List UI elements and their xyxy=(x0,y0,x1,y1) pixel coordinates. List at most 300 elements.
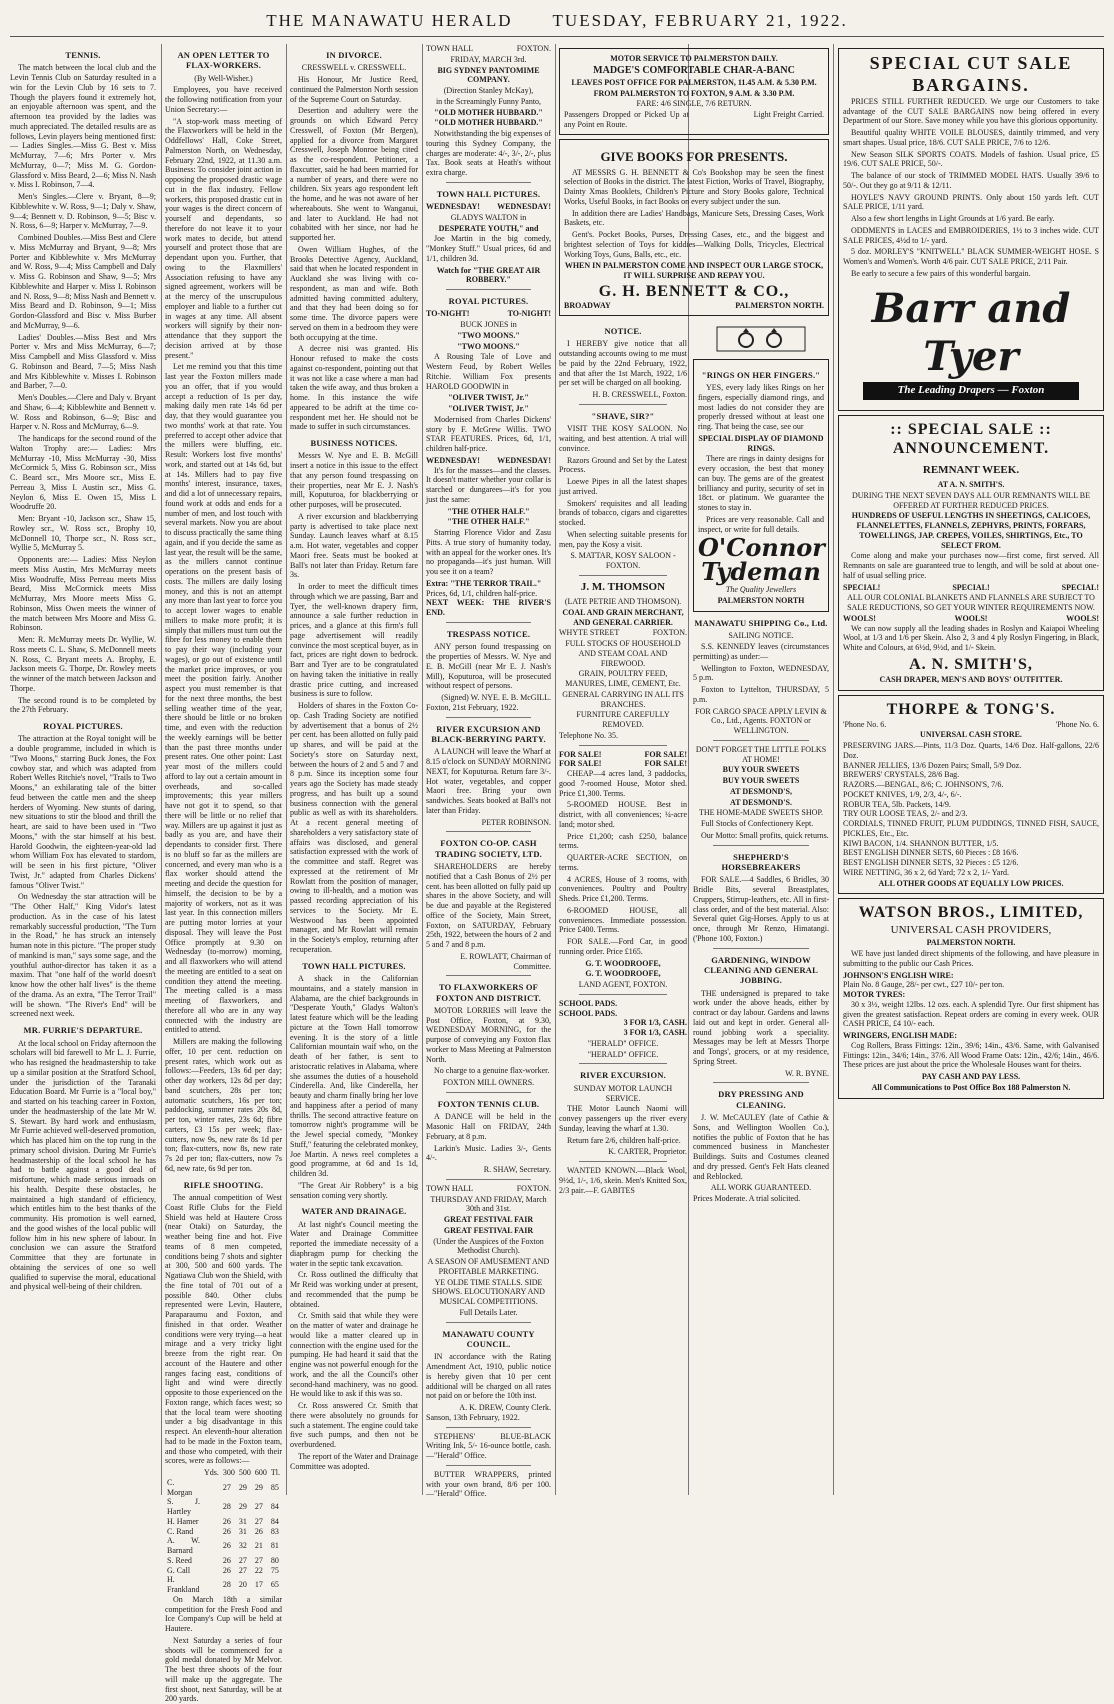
furrie-paragraph: At the local school on Friday afternoon the scholars will bid farewell to Mr L. J. Furrie, who has resigned the headmastership to take up a similar position at the Stratford School, under the jurisdiction of the Taranaki Education Board. Mr Furrie is a "local boy," and started on his teaching career in Foxton, under the headmastership of the late Mr W. S. Stewart. By hard work and enthusiasm, Mr Furrie achieved well-deserved promotion, which has placed him on the top rung in the primary school division. During Mr Furrie's headmastership of the local school he has had to battle against a good deal of misfortune, which made serious inroads on his health. Despite these obstacles, he maintained a high standard of efficiency, which entitles him to the best thanks of the community. His promotion is well earned, and the good wishes of the local public will follow him in his new sphere of labour. In conclusion we can assure the Stratford Committee that they are fortunate in obtaining the services of one so well qualified to supervise the moral, educational and physical well-being of their children. xyxy=(10,1038,156,1292)
royal-paragraph: On Wednesday the star attraction will be "The Other Half," King Vidor's latest production. As in the case of his latest remarkably successful production, "The Turn in the Road," he has struck an intensely human note in this picture. "The proper study of mankind is man," says some sage, and the youthful author-director has taken it as a maxim. That "one half of the world doesn't know how the other half lives" is the theme of the drama. As an extra, "The Terror Trail" will be shown. "The River's End" will be screened next week. xyxy=(10,892,156,1019)
table-cell xyxy=(202,1536,221,1556)
ad-text: SPECIAL! xyxy=(952,582,990,592)
rifle-paragraph: The annual competition of West Coast Rifle Clubs for the Field Shield was held at Hautere Cross (near Otaki) on Saturday, the weather being fine and hot. Five teams of 8 men competed, conditions being 7 shots and sighter at 300, 500 and 600 yards. The Ngatiawa Club won the Shield, with the fine total of 701 out of a possible 840. Other clubs represented were Levin, Hautere, Paraparaumu and Foxton, and finished in that order. Weather conditions were very trying—a heat mirage and a very tricky light breeze from the right rear. On account of the Hautere and other ranges facing east, conditions of light and wind were directly opposite to those experienced on the Foxton range, which faces west; so that the local team were shooting under a big disadvantage in this respect. An eleventh-hour alteration had to be made in the Foxton team, and those who competed, with their scores, were as follows:— xyxy=(165,1193,282,1466)
ad-text: WOOLS! xyxy=(1066,613,1099,623)
ad-next: NEXT WEEK: THE RIVER'S END. xyxy=(426,598,551,618)
ad-text: Plain No. 8 Gauge, 28/- per cwt., £27 10/- per ton. xyxy=(843,980,1005,990)
ad-text: FOR SALE! xyxy=(644,759,687,769)
table-cell: 27 xyxy=(238,1555,247,1565)
ad-heading: WATSON BROS., LIMITED, xyxy=(858,904,1084,922)
table-cell: 28 xyxy=(222,1502,231,1512)
list-item: RAZORS.—BENGAL, 8/6; C. JOHNSON'S, 7/6. xyxy=(843,780,1004,790)
furrie-heading: MR. FURRIE'S DEPARTURE. xyxy=(23,1025,143,1036)
ad-text: BUTTER WRAPPERS, printed with your own brand, 8/6 per 100.—"Herald" Office. xyxy=(426,1469,551,1499)
ad-text: In addition there are Ladies' Handbags, Manicure Sets, Dressing Cases, Work Baskets, etc. xyxy=(564,208,824,228)
divider xyxy=(446,1179,531,1180)
ad-day: WEDNESDAY! xyxy=(426,202,480,212)
table-cell: 80 xyxy=(270,1555,279,1565)
ad-place: FOXTON. xyxy=(516,1183,551,1193)
open-letter-byline: (By Well-Wisher.) xyxy=(194,73,253,83)
ad-signature: W. R. BYNE. xyxy=(785,1068,829,1078)
business-paragraph: A river excursion and blackberrying party is advertised to take place next Sunday. Launch leaves wharf at 8.15 a.m. Hot water, vegetables and copper Maori free. Seats must be booked at Ball's not later than Friday. Return fare 3s. xyxy=(290,511,418,580)
ad-text: FOR SALE.—4 Saddles, 6 Bridles, 30 Bridle Bits, several Breastplates, Cruppers, Stirrup-leathers, etc. All in first-class order, and of the best material. Also: Several quiet Gig-Horses. Apply to us at once, through Mr Renzo, Himatangi. ('Phone 100, Foxton.) xyxy=(693,875,829,943)
ad-text: 'Phone No. 6. xyxy=(1055,719,1099,729)
ad-heading: ANNOUNCEMENT. xyxy=(892,440,1050,458)
rifle-paragraph: On March 18th a similar competition for the Fresh Food and Ice Company's Cup will be held at Hautere. xyxy=(165,1594,282,1634)
divider xyxy=(579,575,667,576)
royal-pictures-heading: ROYAL PICTURES. xyxy=(43,721,123,732)
ad-row xyxy=(843,720,1099,730)
ad-heading: "RINGS ON HER FINGERS." xyxy=(701,369,821,380)
ad-text: THE HOME-MADE SWEETS SHOP. xyxy=(699,808,823,818)
ad-signature: FOXTON MILL OWNERS. xyxy=(442,1078,535,1088)
table-row xyxy=(165,1517,282,1527)
ad-text: A SEASON OF AMUSEMENT AND PROFITABLE MARKETING. xyxy=(427,1257,550,1276)
table-cell: 21 xyxy=(254,1541,263,1551)
rifle-paragraph: Next Saturday a series of four shoots will be commenced for a gold medal donated by Mr Melvor. The best three shoots of the four will make up the aggregate. The first shoot, next Saturday, will be at 200 yards. xyxy=(165,1635,282,1704)
ad-fare: FARE: 4/6 SINGLE, 7/6 RETURN. xyxy=(636,99,752,109)
ad-text: THE Motor Launch Naomi will convey passengers up the river every Sunday, leaving the wharf at 1.30. xyxy=(559,1104,687,1133)
business-paragraph: In order to meet the difficult times through which we are passing, Barr and Tyer, the well-known drapery firm, announce a sale further reduction in prices, and a glance at this firm's full page advertisement will readily convince the most sceptical buyer, as in fact, prices are right down to bedrock. Barr and Tyer are to be congratulated on having taken the initiative in really drastic price cutting, and increased business is sure to follow. xyxy=(290,582,418,699)
table-cell: 26 xyxy=(222,1555,231,1565)
ad-heading: BARGAINS. xyxy=(912,74,1030,95)
ad-text: FROM PALMERSTON TO FOXTON, 9 A.M. & 3.30 P.M. xyxy=(593,88,795,98)
column-7 xyxy=(838,44,1104,1495)
tennis-paragraph: Ladies' Doubles.—Miss Best and Mrs Porter v. Mrs and Miss McMurray, 6—7; Miss Campbell and Miss Glassford v. Miss G. Robinson and Beard, 7—5; Miss Nash and Mrs Kibblewhite v. Misses I. Robinson and Barber, 7—0. xyxy=(10,332,156,391)
ad-text: FOR SALE! xyxy=(559,759,602,769)
ad-film: "TWO MOONS." xyxy=(457,330,520,340)
ad-text: Return fare 2/6, children half-price. xyxy=(567,1135,681,1145)
table-cell: 600 xyxy=(254,1468,267,1478)
ad-text: FOR SALE.—Ford Car, in good running order. Price £165. xyxy=(559,937,687,956)
rings-icon xyxy=(693,326,829,355)
tennis-club-heading: FOXTON TENNIS CLUB. xyxy=(437,1098,540,1109)
tennis-heading: TENNIS. xyxy=(65,50,101,60)
ad-star: BUCK JONES in xyxy=(460,320,517,330)
column-5-6 xyxy=(559,44,829,1495)
ad-panto: "OLD MOTHER HUBBARD." xyxy=(434,107,543,117)
ad-text: FULL STOCKS OF HOUSEHOLD AND STEAM COAL AND FIREWOOD. xyxy=(565,639,681,668)
issue-date: TUESDAY, FEBRUARY 21, 1922. xyxy=(552,11,848,30)
ad-day: TO-NIGHT! xyxy=(507,309,551,319)
divider xyxy=(446,717,531,718)
table-cell: G. Call xyxy=(167,1565,191,1575)
ad-text: 5-ROOMED HOUSE. Best in district, with all conveniences; ¼-acre land; motor shed. xyxy=(559,800,687,829)
list-item: BANNER JELLIES, 13/6 Dozen Pairs; Small, 5/9 Doz. xyxy=(843,760,1022,770)
ad-panto: "OLD MOTHER HUBBARD." xyxy=(434,118,543,128)
ad-text: DURING THE NEXT SEVEN DAYS ALL OUR REMNANTS WILL BE OFFERED AT FURTHER REDUCED PRICES. xyxy=(852,490,1090,510)
ad-days xyxy=(426,309,551,319)
ad-text: 30 x 3½, weight 12lbs. 12 ozs. each. A splendid Tyre. Our first shipment has given the greatest satisfaction. Repeat orders are coming in every week. OUR CASH PRICE, £4 10/- each. xyxy=(843,999,1099,1029)
water-drainage-heading: WATER AND DRAINAGE. xyxy=(301,1206,407,1217)
divider xyxy=(713,740,809,741)
ad-text: It's for the masses—and the classes. It doesn't matter whether your collar is starched or dungarees—it's for you just the same: xyxy=(426,465,551,504)
ad-text: 6-ROOMED HOUSE, all conveniences. Immediate possession. Price £400. Terms. xyxy=(559,905,687,935)
column-4 xyxy=(426,44,551,1499)
ad-signature: G. T. WOODROOFE, xyxy=(585,969,661,979)
ad-text: ALL WORK GUARANTEED. xyxy=(710,1183,812,1193)
ad-film: "TWO MOONS." xyxy=(457,341,520,351)
ad-signature: PETER ROBINSON. xyxy=(481,817,551,827)
column-rule xyxy=(422,44,423,1495)
ad-text: A DANCE will be held in the Masonic Hall on FRIDAY, 24th February, at 8 p.m. xyxy=(426,1112,551,1141)
water-paragraph: Cr. Ross outlined the difficulty that Mr Reid was working under at present, and recommended that the pump be obtained. xyxy=(290,1270,418,1309)
ad-prices: Prices, 6d, 1/1, children half-price. xyxy=(426,588,538,598)
ad-text: S.S. KENNEDY leaves (circumstances permitting) as under:— xyxy=(693,642,829,661)
table-cell: A. W. Barnard xyxy=(167,1536,200,1556)
column-3 xyxy=(290,44,418,1495)
column-rule xyxy=(286,44,287,1495)
town-hall-ad-header xyxy=(426,44,551,54)
divider xyxy=(446,289,531,290)
ad-signature: E. ROWLATT, Chairman of Committee. xyxy=(460,951,551,971)
ad-text: Joe Martin in the big comedy, "Monkey Stuff." Usual prices, 6d and 1/1, children 3d. xyxy=(426,234,551,263)
ad-presents: in the Screamingly Funny Panto, xyxy=(435,96,542,106)
column-rule xyxy=(833,44,834,1495)
ad-text: LEAVES POST OFFICE FOR PALMERSTON, 11.45 A.M. & 5.30 P.M. xyxy=(571,77,817,87)
divider xyxy=(446,1322,531,1323)
ad-text: WOOLS! xyxy=(954,613,988,623)
table-cell: 26 xyxy=(222,1541,231,1551)
logo-text: O'Connor xyxy=(698,533,825,563)
motor-service-ad xyxy=(559,48,829,135)
ad-text: 4 ACRES, House of 3 rooms, with conveniences. Poultry and Poultry Sheds. Price £1,200. Terms. xyxy=(559,874,687,904)
ad-address xyxy=(564,301,824,311)
tennis-paragraph: Men: Bryant -10, Jackson scr., Shaw 15, Rowley scr., W. Ross scr., Brophy 10, McDonnell 10, Thorpe scr., N. Ross scr., Wyllie 5, McMurray 5. xyxy=(10,514,156,553)
ad-day: WEDNESDAY! xyxy=(497,202,551,212)
list-item: 5 doz. MORLEY'S "KNITWELL" BLACK SUMMER-WEIGHT HOSE. S Women's and Women's. Worth 4/6 pair. CUT SALE PRICE, 2/11 Pair. xyxy=(843,247,1099,267)
ad-name: MADGE'S COMFORTABLE CHAR-A-BANC xyxy=(593,64,795,76)
table-cell: C. Morgan xyxy=(167,1477,193,1497)
table-cell: 83 xyxy=(270,1526,279,1536)
ad-subheading: REMNANT WEEK. xyxy=(922,463,1020,476)
divorce-heading: IN DIVORCE. xyxy=(326,50,382,60)
table-cell: 27 xyxy=(254,1516,263,1526)
table-cell: 300 xyxy=(222,1468,235,1478)
trespass-heading: TRESPASS NOTICE. xyxy=(446,628,531,639)
ad-text: AT MESSRS G. H. BENNETT & Co's Bookshop may be seen the finest selection of Books in the district. The latest Fiction, Works of Travel, Biography, Dainty Xmas Booklets, Children's Picture and Story Books galore, Technical Works, Useful Books, in fact Books on every subject under the sun. xyxy=(564,167,824,206)
table-cell: 84 xyxy=(270,1516,279,1526)
tennis-paragraph: Men: R. McMurray meets Dr. Wyllie, W. Ross meets C. L. Shaw, S. McDonnell meets N. Ross, C. Bryant meets A. Brophy, E. Jackson meets G. Thorpe, Dr. Rowley meets the winner of the match between Jackson and Thorpe. xyxy=(10,635,156,693)
logo-text: Tydeman xyxy=(701,557,821,587)
ad-subheading: UNIVERSAL CASH PROVIDERS, xyxy=(890,923,1052,936)
tennis-paragraph: The match between the local club and the Levin Tennis Club on Saturday resulted in a win for the Levin Club by 16 sets to 7. Though the players found it extremely hot, an enjoyable afternoon was spent, and the afternoon tea provided by the ladies was much appreciated. The detailed results are as follows, Levin players being mentioned first:— Ladies Singles.—Miss G. Best v. Miss McMurray, 7—6; Mrs Porter v. Mrs McMurray, 0—7; Miss M. G. Gordon-Glassford v. Miss Beard, 2—6; Miss N. Nash v. Miss I. Robinson, 7—4. xyxy=(10,63,156,190)
ad-text: AT DESMOND'S. xyxy=(730,797,792,807)
list-item: TRY OUR LOOSE TEAS, 2/- and 2/3. xyxy=(843,809,968,819)
divorce-paragraph: Desertion and adultery were the grounds on which Edward Percy Cresswell, of Foxton (Mr Bergen), applied for a divorce from Margaret Cresswell, Joseph Monroe being cited as the co-respondent. Petitioner, a flaxcutter, said he had been married for a number of years, and there were no children. Six years ago respondent left the home, and he was not aware of her whereabouts. She went to Wanganui, and later to Auckland. He had not cohabited with her since, nor had he supported her. xyxy=(290,106,418,243)
ad-date: Sanson, 13th February, 1922. xyxy=(426,1412,520,1422)
list-item: WIRE NETTING, 36 x 2, 6d Yard; 72 x 2, 1/- Yard. xyxy=(843,867,1009,877)
cut-sale-ad xyxy=(838,48,1104,411)
ad-text: SAILING NOTICE. xyxy=(728,631,794,641)
table-cell: Yds. xyxy=(204,1468,219,1478)
ad-text: IN accordance with the Rating Amendment Act, 1910, public notice is hereby given that 10 per cent additional will be charged on all rates not paid on or before the 10th inst. xyxy=(426,1352,551,1401)
divorce-paragraph: Owen William Hughes, of the Brooks Detective Agency, Auckland, said that when he located respondent in Auckland she was living with co-respondent, as man and wife. Both admitted having committed adultery, and that they had been doing so for some time. The divorce papers were served on them in a bedroom they were both occupying at the time. xyxy=(290,244,418,342)
ad-text: SPECIAL! xyxy=(843,582,881,592)
table-cell: 84 xyxy=(270,1502,279,1512)
oconnor-tydeman-logo xyxy=(698,533,825,587)
ad-text: SCHOOL PADS. xyxy=(559,1008,618,1018)
tennis-paragraph: The second round is to be completed by the 27th February. xyxy=(10,695,156,715)
ad-text: BUY YOUR SWEETS xyxy=(722,765,800,775)
ad-text: FURNITURE CAREFULLY REMOVED. xyxy=(576,710,670,730)
ad-direction: (Direction Stanley McKay), xyxy=(443,86,534,95)
water-paragraph: At last night's Council meeting the Water and Drainage Committee reported the immediate necessity of a diaphragm pump for checking the water in the septic tank excavation. xyxy=(290,1219,418,1268)
table-cell xyxy=(202,1566,221,1576)
ad-text: MOTOR LORRIES will leave the Post Office, Foxton, at 9.30, WEDNESDAY MORNING, for the purpose of conveying any Foxton flax worker to Mass Meeting at Palmerston North. xyxy=(426,1005,551,1064)
divorce-subheading: CRESSWELL v. CRESSWELL. xyxy=(301,63,407,73)
table-cell: 29 xyxy=(238,1482,247,1492)
ad-text: No charge to a genuine flax-worker. xyxy=(434,1066,550,1076)
ad-signature: H. B. CRESSWELL, Foxton. xyxy=(592,390,687,400)
ad-text: PRICES STILL FURTHER REDUCED. We urge our Customers to take advantage of the CUT SALE BARGAINS now being offered in every Department of our Store. Save money while you have this glorious opportunity. xyxy=(843,96,1099,126)
business-paragraph: Holders of shares in the Foxton Co-op. Cash Trading Society are notified by advertisement that a bonus of 2½ per cent. has been allotted on fully paid up shares, and will be paid at the Society's store on Saturday next, between the hours of 2 and 5 and 7 and 8 p.m. Since its inception some four years ago the Society has made steady progress, and has built up a sound business connection with the general public as well as with its shareholders. At a recent general meeting of shareholders a very satisfactory state of affairs was disclosed, and general satisfaction expressed with the work of the committee and staff. Regret was expressed at the retirement of Mr Rowlatt from the position of manager, owing to ill-health, and a motion was passed recording appreciation of his services to the Society. Mr E. Westwood has been appointed manager, and Mr Rowlatt will remain in the Society's employ, returning after recuperation. xyxy=(290,701,418,954)
ad-text: FOR CARGO SPACE APPLY LEVIN & Co., Ltd., Agents. FOXTON or WELLINGTON. xyxy=(695,706,827,736)
column-5 xyxy=(559,320,687,1204)
ad-star: GLADYS WALTON in xyxy=(450,212,527,222)
ad-text: WHYTE STREET xyxy=(559,628,620,638)
table-cell: 27 xyxy=(254,1555,263,1565)
table-cell: S. J. Hartley xyxy=(167,1497,200,1517)
table-cell: 65 xyxy=(270,1580,279,1590)
ad-text: COAL AND GRAIN MERCHANT, AND GENERAL CARRIER. xyxy=(562,607,684,627)
rings-ad xyxy=(693,359,829,612)
list-item: CORDIALS, TINNED FRUIT, PLUM PUDDINGS, TINNED FISH, SAUCE, PICKLES, Etc., Etc. xyxy=(843,819,1099,838)
ad-text: "HERALD" OFFICE. xyxy=(587,1049,659,1059)
list-item: BEST ENGLISH DINNER SETS, 60 Pieces : £8 16/6. xyxy=(843,848,1019,858)
ad-subheading: UNIVERSAL CASH STORE. xyxy=(920,730,1022,740)
rifle-scores-table xyxy=(165,1468,282,1595)
ad-days xyxy=(426,456,551,466)
ad-footer xyxy=(564,110,824,130)
ad-text: ALL OTHER GOODS AT EQUALLY LOW PRICES. xyxy=(878,878,1064,888)
ad-text: A Rousing Tale of Love and Western Feud, by Robert Welles Ritchie. William Fox presents HAROLD GOODWIN in xyxy=(426,352,551,391)
royal-pictures-ad-heading: ROYAL PICTURES. xyxy=(448,296,529,307)
ad-day: WEDNESDAY! xyxy=(426,455,480,465)
ad-date: FRIDAY, MARCH 3rd. xyxy=(450,54,527,64)
ad-signature: R. SHAW, Secretary. xyxy=(483,1165,551,1175)
ad-text: PALMERSTON NORTH xyxy=(717,596,805,606)
divider xyxy=(446,182,531,183)
list-item: ODDMENTS in LACES and EMBROIDERIES, 1½ to 3 inches wide. CUT SALE PRICES, 4½d to 1/- yard. xyxy=(843,225,1099,245)
table-cell: 29 xyxy=(254,1482,263,1492)
ad-text: SPECIAL DISPLAY OF DIAMOND RINGS. xyxy=(698,433,824,453)
ad-text: GENERAL CARRYING IN ALL ITS BRANCHES. xyxy=(562,689,684,709)
ad-row xyxy=(843,614,1099,624)
divorce-paragraph: A decree nisi was granted. His Honour refused to make the costs against co-respondent, pointing out that it was not like a case where a man had taken the wife away, and thus broken a home. In this instance the wife appeared to be adrift at the time co-respondent met her. He should not be made to suffer in such circumstances. xyxy=(290,344,418,432)
ad-film: "THE OTHER HALF." xyxy=(447,506,530,516)
column-2 xyxy=(165,44,282,1704)
list-item: Be early to secure a few pairs of this wonderful bargain. xyxy=(851,268,1031,278)
letter-paragraph: "A stop-work mass meeting of the Flaxworkers will be held in the Oddfellows' Hall, Coke Street, Palmerston North, on Wednesday, February 22nd, 1922, at 11.30 a.m. Business: To consider joint action in opposing the proposed drastic wage cut in the flax industry. Fellow workers, this proposed drastic cut in your wages is the direct concern of yourself and dependants, so therefore do not leave it to your work mates to decide, but attend yourself and protect those that are dependant upon you. Further, that owing to the Flaxmillers' Association refusing to have any signed agreement, workers will be at the mercy of the unscrupulous employer and liable to a further cut in wages at any time. All absent workers will signify by their non-attendance that they support the decision arrived at by those present." xyxy=(165,116,282,360)
table-cell: 29 xyxy=(238,1502,247,1512)
table-row xyxy=(165,1478,282,1498)
ad-text: SCHOOL PADS. xyxy=(559,998,618,1008)
ad-text: Larkin's Music. Ladies 3/-, Gents 4/-. xyxy=(426,1143,551,1163)
ad-text: Razors Ground and Set by the Latest Process. xyxy=(559,455,687,475)
table-cell: H. Frankland xyxy=(167,1575,200,1595)
table-cell: Tl. xyxy=(270,1468,280,1478)
flaxworkers-heading: TO FLAXWORKERS OF FOXTON AND DISTRICT. xyxy=(436,982,541,1003)
ad-heading: :: SPECIAL SALE :: xyxy=(890,420,1052,438)
table-cell: 26 xyxy=(222,1526,231,1536)
ads-two-col xyxy=(559,320,829,1204)
table-cell: 81 xyxy=(270,1541,279,1551)
ad-text: I HEREBY give notice that all outstanding accounts owing to me must be paid by the 22nd February, 1922, and that after the 1st March, 1922, 1/6 per set will be charged on all booking. xyxy=(559,339,687,388)
town-hall-ad-header xyxy=(426,1184,551,1194)
ad-heading: MOTOR SERVICE TO PALMERSTON DAILY. xyxy=(610,54,778,63)
list-item: POCKET KNIVES, 1/9, 2/3, 4/-, 6/-. xyxy=(843,789,962,799)
ad-text: YES, every lady likes Rings on her fingers, especially diamond rings, and most ladies do not consider they are properly dressed without at least one ring. That being the case, see our xyxy=(698,383,824,432)
ad-text: WE have just landed direct shipments of the following, and have pleasure in submitting to the public our Cash Prices. xyxy=(843,949,1099,968)
ad-date: THURSDAY AND FRIDAY, March 30th and 31st. xyxy=(430,1194,547,1214)
ad-signature: K. CARTER, Proprietor. xyxy=(608,1147,687,1157)
table-row xyxy=(165,1556,282,1566)
for-sale-header xyxy=(559,750,687,760)
table-row xyxy=(165,1566,282,1576)
ad-text: A LAUNCH will leave the Wharf at 8.15 o'clock on SUNDAY MORNING NEXT, for Koputuroa. Return fare 3/-. Hot water, vegetables, and copper Maori free. Bring your own sandwiches. Seats booked at Ball's not later than Friday. xyxy=(426,747,551,815)
thorpe-tongs-ad xyxy=(838,695,1104,894)
table-cell: 500 xyxy=(238,1468,251,1478)
table-cell xyxy=(202,1527,221,1537)
ad-text: Full Details Later. xyxy=(459,1307,518,1317)
business-heading: BUSINESS NOTICES. xyxy=(310,438,398,449)
ad-signature: G. T. WOODROOFE, xyxy=(585,958,661,968)
ad-text: FOR SALE! xyxy=(644,749,687,759)
ad-text: Smokers' requisites and all leading brands of tobacco, cigars and cigarettes stocked. xyxy=(559,498,687,528)
table-cell: 31 xyxy=(238,1516,247,1526)
ad-heading: THORPE & TONG'S. xyxy=(886,701,1056,719)
ad-text: CHEAP—4 acres land, 3 paddocks, good 7-roomed House, Motor shed. Price £1,300. Terms. xyxy=(559,769,687,798)
divider xyxy=(446,1465,531,1466)
ad-text: SHAREHOLDERS are hereby notified that a Cash Bonus of 2½ per cent. has been allotted on fully paid up shares in the above Society, and will be due and payable at the Registered office of the Society, Main Street, Foxton, on SATURDAY, February 25th, 1922, between the hours of 2 and 5 and 7 and 8 p.m. xyxy=(426,862,551,950)
open-letter-heading: AN OPEN LETTER TO FLAX-WORKERS. xyxy=(177,50,270,71)
table-cell: 27 xyxy=(254,1502,263,1512)
table-cell: 75 xyxy=(270,1565,279,1575)
pictures-paragraph: A shack in the Californian mountains, and a stately mansion in Alabama, are the chief backgrounds in "Desperate Youth," Gladys Walton's latest feature which will be the leading picture at the Town Hall tomorrow evening. It is the story of a little Californian mountain waif who, on the death of her father, is sent to aristocratic relatives in Alabama, where she assumes the duties of a household Cinderella. And, like Cinderella, her beauty and charm finally bring her love and happiness after a period of many thrills. The second attractive feature on tomorrow night's programme will be the Jewel special comedy, "Monkey Stuff," featuring the celebrated monkey, Joe Martin. A news reel completes a good programme, at 6d and 1s 1d, children 3d. xyxy=(290,974,418,1179)
letter-paragraph: Employees, you have received the following notification from your Union Secretary:— xyxy=(165,85,282,114)
river-excursion-ad-heading: RIVER EXCURSION. xyxy=(580,1070,666,1081)
town-hall-pictures-heading: TOWN HALL PICTURES. xyxy=(302,960,406,971)
water-paragraph: Cr. Smith said that while they were on the matter of water and drainage he would like a matter cleared up in connection with the engine used for the pumping. He had heard it said that the engine was not powerful enough for the work, and the all the Council's other second-hand machinery, was no good. He would like to ask if this was so. xyxy=(290,1311,418,1399)
ad-signature: (Signed) W. NYE. E. B. McGILL. xyxy=(441,693,551,703)
ad-auspices: (Under the Auspices of the Foxton Methodist Church). xyxy=(433,1236,544,1256)
table-cell: 28 xyxy=(222,1580,231,1590)
ad-text: THE undersigned is prepared to take work under the above heads, either by contract or day labour. Gardens and lawns laid out and kept in order. General all-round jobbing work a speciality. Messages may be left at Messrs Thorpe and Tongs', grocers, or at my residence, Spring Street. xyxy=(693,988,829,1066)
tennis-paragraph: Combined Doubles.—Miss Best and Clere v. Miss McMurray and Bryant, 9—8; Mrs Porter and Kibblewhite v. Mrs McMurray and W. Ross, 9—4; Miss Campbell and Daly v. Miss G. Robinson and Shaw, 9—5; Mrs Kibblewhite and Harper v. Miss I. Robinson and N. Ross, 9—8; Miss Nash and Bennett v. Miss Beard and D. Robinson, 9—1; Miss Gordon-Glassford and Bisc v. Miss Burber and McMurray, 9—6. xyxy=(10,233,156,330)
ad-text: Come along and make your purchases now—first come, first served. All Remnants on sale are guaranteed true to length, and will be sold at about one-half of usual selling price. xyxy=(843,551,1099,580)
ad-name: A. N. SMITH'S, xyxy=(909,655,1033,673)
list-item: BREWERS' CRYSTALS, 28/6 Bag. xyxy=(843,770,960,780)
list-item: Beautiful quality WHITE VOILE BLOUSES, daintily trimmed, and very smart shapes. Usual price, 18/6. CUT SALE PRICE, 7/6 to 12/6. xyxy=(843,128,1099,147)
special-sale-ad xyxy=(838,415,1104,691)
list-item: KIWI BACON, 1/4. SHANNON BUTTER, 1/5. xyxy=(843,838,999,848)
ad-text: HUNDREDS OF USEFUL LENGTHS IN SHEETINGS, CALICOES, FLANNELETTES, FLANNELS, ZEPHYRS, PRINTS, FORFARS, TOWELLINGS, JAP. CREPES, VOILES, SHIRTINGS, Etc., TO SELECT FROM. xyxy=(851,511,1091,550)
pictures-paragraph: "The Great Air Robbery" is a big sensation coming very shortly. xyxy=(290,1180,418,1200)
thomson-name: J. M. THOMSON xyxy=(580,580,666,593)
bennett-books-ad xyxy=(559,139,829,316)
list-item: Also a few short lengths in Light Grounds at 1/6 yard. Be early. xyxy=(851,214,1055,224)
table-row xyxy=(165,1575,282,1595)
table-cell: 22 xyxy=(254,1565,263,1575)
list-item: PRESERVING JARS.—Pints, 11/3 Doz. Quarts, 14/6 Doz. Half-gallons, 22/6 Doz. xyxy=(843,741,1099,760)
ad-text: When selecting suitable presents for men, pay the Kosy a visit. xyxy=(559,529,687,549)
ad-text: Prices are very reasonable. Call and inspect, or write for full details. xyxy=(698,514,824,534)
watson-bros-ad xyxy=(838,898,1104,1098)
ad-film: DESPERATE YOUTH," and xyxy=(438,223,539,233)
ad-text: GRAIN, POULTRY FEED, MANURES, LIME, CEMENT, Etc. xyxy=(565,669,681,689)
ad-show: BIG SYDNEY PANTOMIME COMPANY. xyxy=(437,65,540,85)
ad-text: STEPHENS' BLUE-BLACK Writing Ink, 5/- 16-ounce bottle, cash.—"Herald" Office. xyxy=(426,1431,551,1461)
ad-text: FOR SALE! xyxy=(559,749,602,759)
ad-text: Full Stocks of Confectionery Kept. xyxy=(701,819,814,829)
ad-text: Light Freight Carried. xyxy=(753,110,824,120)
table-cell: H. Hamer xyxy=(167,1516,199,1526)
table-row xyxy=(165,1536,282,1556)
ad-days xyxy=(426,202,551,212)
gardening-heading: GARDENING, WINDOW CLEANING AND GENERAL JOBBING. xyxy=(703,954,819,986)
ad-fair: GREAT FESTIVAL FAIR xyxy=(443,1225,534,1235)
table-cell: S. Reed xyxy=(167,1555,192,1565)
ad-text: J. W. McCAULEY (late of Cathie & Sons, and Wellington Woollen Co.), notifies the public of Foxton that he has commenced business in Manchester Buildings. Suits and Costumes cleaned and dry pressed. Gent's Felt Hats cleaned and Reblocked. xyxy=(693,1113,829,1181)
ad-text: There are rings in dainty designs for every occasion, the best that money can buy. The gems are of the greatest brilliancy and purity, security of set in 18ct. or platinum. We guarantee the stones to stay in. xyxy=(698,454,824,513)
ad-fair: GREAT FESTIVAL FAIR xyxy=(443,1215,534,1225)
divider xyxy=(713,948,809,949)
column-rule xyxy=(161,44,162,1495)
ad-text: WHEN IN PALMERSTON COME AND INSPECT OUR LARGE STOCK, IT WILL SURPRISE AND REPAY YOU. xyxy=(564,261,824,281)
barr-tyer-tagline: The Leading Drapers — Foxton xyxy=(863,382,1079,399)
table-cell xyxy=(165,1468,202,1478)
ad-text: Price £1,200; cash £250, balance terms. xyxy=(559,831,687,851)
ad-signature: LAND AGENT, FOXTON. xyxy=(578,980,668,990)
ad-text: MOTOR TYRES: xyxy=(843,990,906,1000)
table-cell xyxy=(202,1497,221,1517)
ad-text: PAY CASH AND PAY LESS. xyxy=(921,1072,1021,1082)
divider xyxy=(713,845,809,846)
county-council-heading: MANAWATU COUNTY COUNCIL. xyxy=(442,1328,535,1349)
ad-row xyxy=(843,583,1099,593)
ad-text: Modernised from Charles Dickens' story by F. McGrew Willis. TWO STAR FEATURES. Prices, 6d, 1/1, children half-price. xyxy=(426,414,551,454)
table-cell: 27 xyxy=(222,1482,231,1492)
ad-watch: Watch for "THE GREAT AIR ROBBERY." xyxy=(436,265,541,285)
ad-text: Wellington to Foxton, WEDNESDAY, 5 p.m. xyxy=(693,663,829,683)
ad-place: FOXTON. xyxy=(516,44,551,53)
ad-signature: A. K. DREW, County Clerk. xyxy=(459,1403,551,1413)
masthead xyxy=(10,6,1104,37)
list-item: The balance of our stock of TRIMMED MODEL HATS. Usually 39/6 to 50/-. Out they go at 9/11 & 12/11. xyxy=(843,171,1099,190)
shave-heading: "SHAVE, SIR?" xyxy=(591,410,655,421)
ad-text: 3 FOR 1/3, CASH. xyxy=(623,1028,687,1038)
ad-text: BROADWAY xyxy=(564,301,611,311)
ad-text: All Communications to Post Office Box 188 Palmerston N. xyxy=(871,1082,1071,1092)
table-cell xyxy=(202,1556,221,1566)
ad-text: AT DESMOND'S, xyxy=(730,786,792,796)
tennis-paragraph: Men's Doubles.—Clere and Daly v. Bryant and Shaw, 6—4; Kibblewhite and Bennett v. W. Ross and Robinson, 6—9; Bisc and Harper v. N. Ross and McMurray, 6—9. xyxy=(10,393,156,432)
table-header-row xyxy=(165,1468,282,1478)
coop-heading: FOXTON CO-OP. CASH TRADING SOCIETY, LTD. xyxy=(434,838,543,859)
divider xyxy=(579,745,667,746)
ad-text: FOXTON. xyxy=(652,628,687,638)
ad-venue: TOWN HALL xyxy=(426,1183,474,1193)
divider xyxy=(579,994,667,995)
royal-paragraph: The attraction at the Royal tonight will be a double programme, included in which is "Two Moons," starring Buck Jones, the Fox cowboy star, and which was adapted from Robert Welles Ritchie's novel, "Trails to Two Moons," an exhilarating tale of the bitter feud between the cattle men and the sheep herders of Wyoming. New stunts of daring, new situations to stir the blood and thrill the heart, are said to have been used in "Two Moons," with the star himself at his best. Harold Goodwin, the eighteen-year-old lad whom William Fox has elevated to stardom, will be seen in his first picture, "Oliver Twist, Jr." adapted from Charles Dickens' famous "Oliver Twist." xyxy=(10,734,156,890)
ad-signature: S. MATTAR, KOSY SALOON - FOXTON. xyxy=(570,551,676,571)
ad-text: WRINGERS, ENGLISH MADE: xyxy=(843,1031,958,1041)
table-cell: 85 xyxy=(270,1482,279,1492)
ad-film: "OLIVER TWIST, Jr." xyxy=(448,404,529,414)
ad-venue: TOWN HALL xyxy=(426,44,474,53)
table-cell: 32 xyxy=(238,1541,247,1551)
